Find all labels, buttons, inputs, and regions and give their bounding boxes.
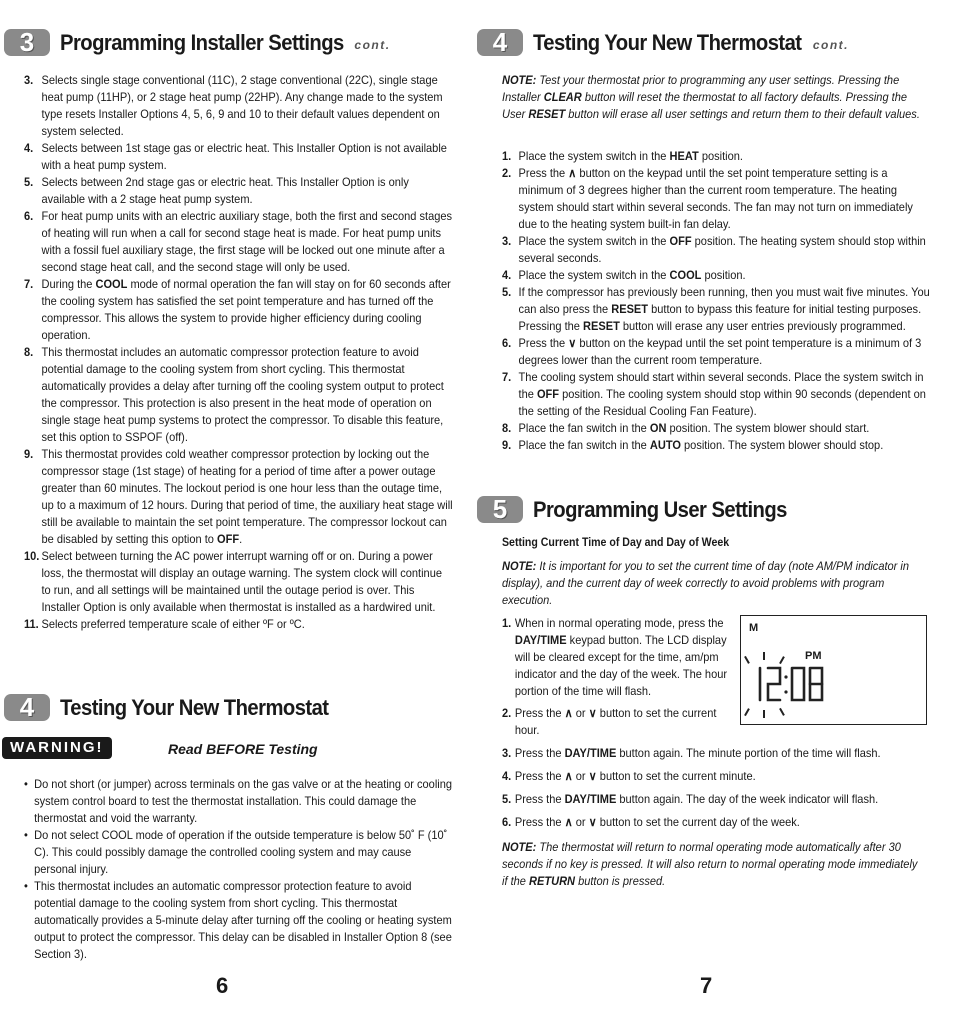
up-arrow-icon: ∧ [564, 769, 573, 783]
list-item: 7. The cooling system should start within several seconds. Place the system switch in the OFF position. The cooling system should stop within 90 seconds (dependent on the setting of the Residual Cooling Fan Feature). [502, 370, 926, 418]
list-item: 1. Place the system switch in the HEAT position. [502, 149, 743, 163]
lcd-day-indicator: M [749, 622, 759, 634]
section-4-header-cont [477, 26, 849, 56]
list-item: 3. Place the system switch in the OFF position. The heating system should stop within several seconds. [502, 234, 926, 265]
list-item: 4. Selects between 1st stage gas or electric heat. This Installer Option is not available with a heat pump system. [24, 141, 447, 172]
list-item: 6. Press the ∧ or ∨ button to set the current day of the week. [502, 815, 800, 829]
list-item: 7. During the COOL mode of normal operation the fan will stay on for 60 seconds after the cooling system has satisfied the set point temperature and has turned off the compressor. This allows the system to provide higher efficiency during cooling operation. [24, 277, 451, 342]
up-arrow-icon: ∧ [564, 706, 573, 720]
page-number: 7 [700, 973, 713, 998]
list-item: 5. Selects between 2nd stage gas or electric heat. This Installer Option is only available with a 2 stage heat pump system. [24, 175, 409, 206]
up-arrow-icon: ∧ [564, 815, 573, 829]
installer-options-list [24, 72, 453, 633]
list-item: 5. If the compressor has previously been running, then you must wait five minutes. You can also press the RESET button to bypass this feature for initial testing purposes. Pressing the RESET button will erase any user entries previously programmed. [502, 285, 930, 333]
list-item: 3. Press the DAY/TIME button again. The minute portion of the time will flash. [502, 746, 881, 760]
list-item: 3. Selects single stage conventional (11C), 2 stage conventional (22C), single stage heat pump (11HP), or 2 stage heat pump (22HP). Any change made to the system type resets Installer Options 4, 5, 6, 9 and 10 to their default values dependent on system selected. [24, 73, 443, 138]
section-number-badge: 3 [4, 29, 50, 56]
testing-note: NOTE: Test your thermostat prior to programming any user settings. Pressing the Installer CLEAR button will reset the thermostat to all factory defaults. Pressing the User RESET button will erase all user settings and return them to their default values. [502, 73, 920, 121]
user-steps-rest [502, 745, 925, 831]
section-title: Testing Your New Thermostat [533, 30, 802, 55]
list-item: 11. Selects preferred temperature scale of either ºF or ºC. [24, 617, 305, 631]
section-title: Programming User Settings [533, 497, 787, 522]
list-item: 10. Select between turning the AC power interrupt warning off or on. During a power loss, the thermostat will display an outage warning. The system clock will continue to run, and all settings will be maintained until the outage period is over. This Installer Option is only available when thermostat is installed as a hardwired unit. [24, 549, 442, 614]
list-item: 8. Place the fan switch in the ON position. The system blower should start. [502, 421, 870, 435]
list-item: • Do not select COOL mode of operation if the outside temperature is below 50˚ F (10˚ C). This could possibly damage the controlled cooling system and may cause personal injury. [24, 828, 448, 876]
list-item: 5. Press the DAY/TIME button again. The day of the week indicator will flash. [502, 792, 879, 806]
testing-steps [502, 148, 930, 454]
list-item: 4. Press the ∧ or ∨ button to set the current minute. [502, 769, 756, 783]
list-item: 6. For heat pump units with an electric auxiliary stage, both the first and second stages of heating will run when a call for second stage heat is made. For heat pump units with a fossil fuel auxiliary stage, the first stage will be locked out one minute after a second stage heat call, and the second stage will only be used. [24, 209, 453, 274]
section-title: Testing Your New Thermostat [60, 695, 329, 720]
list-item: • Do not short (or jumper) across terminals on the gas valve or at the heating or cooling system control board to test the thermostat installation. This could damage the thermostat and void the warranty. [24, 777, 453, 825]
lcd-ampm-indicator: PM [805, 650, 822, 662]
list-item: 8. This thermostat includes an automatic compressor protection feature to avoid potential damage to the cooling system from short cycling. This thermostat automatically provides a delay after turning off the cooling system output to protect the compressor. This protection is also present in the heat mode of operation on single stage heat pump systems to protect the compressor. To disable this feature, set this option to SSPOF (off). [24, 345, 444, 444]
user-step-1: 1. When in normal operating mode, press the DAY/TIME keypad button. The LCD display will be cleared except for the time, am/pm indicator and the day of the week. The hour portion of the time will flash. [502, 616, 728, 698]
section-number-badge: 4 [4, 694, 50, 721]
down-arrow-icon: ∨ [588, 815, 597, 829]
lcd-display [740, 615, 927, 725]
user-step-2: 2. Press the ∧ or ∨ button to set the current hour. [502, 706, 717, 737]
continued-label: cont. [354, 38, 391, 52]
right-page [477, 0, 954, 1018]
list-item: • This thermostat includes an automatic compressor protection feature to avoid potential damage to the cooling system from short cycling. This thermostat automatically provides a 5-minute delay after turning off the cooling or heating system output to protect the compressor. This delay can be disabled in Installer Option 8 (see Section 3). [24, 879, 452, 961]
list-item: 9. This thermostat provides cold weather compressor protection by locking out the compressor stage (1st stage) of heating for a period of time after a power outage greater than 60 minutes. The lockout period is one hour less than the outage time, up to a maximum of 12 hours. During that period of time, the auxiliary heat stage will still be available to maintain the set point temperature. The compressor lockout can be disabled by setting this option to OFF. [24, 447, 453, 546]
list-item: 6. Press the ∨ button on the keypad until the set point temperature is a minimum of 3 degrees lower than the current room temperature. [502, 336, 922, 367]
return-note: NOTE: The thermostat will return to normal operating mode automatically after 30 seconds if no key is pressed. It will also return to normal operating mode immediately if the RETURN button is pressed. [502, 840, 918, 888]
section-number-badge: 5 [477, 496, 523, 523]
time-note: NOTE: It is important for you to set the current time of day (note AM/PM indicator in display), and the current day of week correctly to avoid problems with program execution. [502, 559, 910, 607]
section-title: Programming Installer Settings [60, 30, 344, 55]
continued-label: cont. [812, 38, 850, 52]
up-arrow-icon: ∧ [568, 166, 577, 180]
list-item: 4. Place the system switch in the COOL position. [502, 268, 746, 282]
list-item: 2. Press the ∧ button on the keypad until the set point temperature setting is a minimum of 3 degrees higher than the current room temperature. The heating system should start within several seconds. The fan may not turn on immediately due to the heating system built-in fan delay. [502, 166, 913, 231]
section-3-header [4, 26, 391, 56]
subheading: Setting Current Time of Day and Day of Week [502, 537, 730, 549]
lcd-time-digits [741, 616, 928, 726]
list-item: 9. Place the fan switch in the AUTO position. The system blower should stop. [502, 438, 884, 452]
warning-bullets [24, 776, 453, 963]
down-arrow-icon: ∨ [588, 706, 597, 720]
warning-subtitle: Read BEFORE Testing [168, 741, 318, 757]
section-number-badge: 4 [477, 29, 523, 56]
down-arrow-icon: ∨ [568, 336, 577, 350]
section-4-header [4, 691, 352, 721]
page-number: 6 [216, 973, 229, 998]
down-arrow-icon: ∨ [588, 769, 597, 783]
warning-badge: WARNING! [2, 737, 112, 759]
section-5-header [477, 493, 809, 523]
